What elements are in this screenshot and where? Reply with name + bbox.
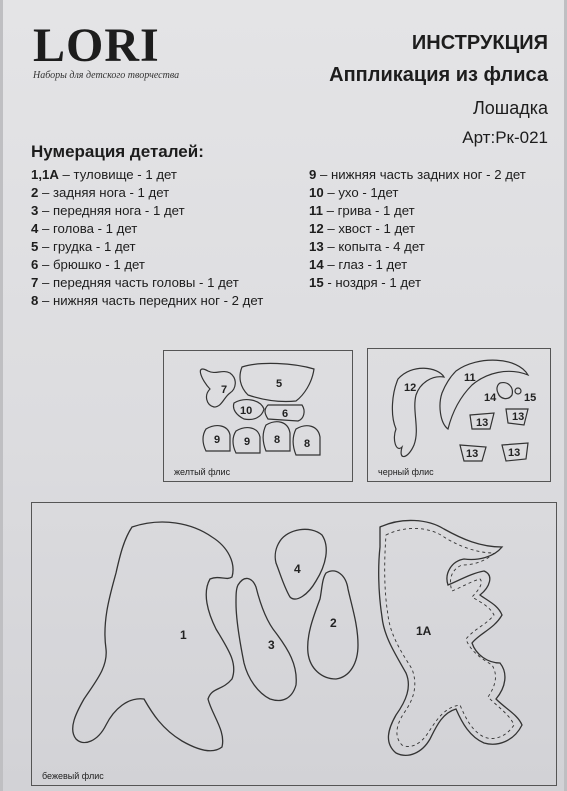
list-item: 10 – ухо - 1дет [309, 185, 399, 200]
part-7-shape [200, 369, 235, 407]
label-1a: 1А [416, 624, 432, 638]
article-number: Арт:Рк-021 [462, 128, 548, 147]
list-item: 5 – грудка - 1 дет [31, 239, 136, 254]
parts-heading: Нумерация деталей: [31, 142, 204, 161]
beige-fleece-caption: бежевый флис [42, 771, 104, 781]
label-9a: 9 [214, 434, 221, 446]
list-item: 3 – передняя нога - 1 дет [31, 203, 185, 218]
list-item: 4 – голова - 1 дет [31, 221, 138, 236]
part-1a-stitch [385, 528, 514, 746]
parts-list-left [31, 166, 263, 310]
yellow-fleece-caption: желтый флис [174, 467, 231, 477]
brand-logo: LORI [33, 19, 160, 72]
label-4: 4 [294, 562, 301, 576]
list-item: 13 – копыта - 4 дет [309, 239, 425, 254]
label-15: 15 [524, 392, 537, 404]
part-14-shape [497, 383, 512, 399]
black-fleece-panel [367, 348, 551, 482]
label-7: 7 [221, 384, 228, 396]
label-5: 5 [276, 378, 283, 390]
label-10: 10 [240, 405, 253, 417]
part-1a-shape [379, 520, 522, 755]
yellow-pattern-drawing [164, 351, 352, 481]
label-13a: 13 [476, 417, 489, 429]
brand-tagline: Наборы для детского творчества [33, 70, 180, 81]
beige-fleece-panel [31, 502, 557, 786]
yellow-fleece-panel [163, 350, 353, 482]
document-title: ИНСТРУКЦИЯ [411, 32, 548, 54]
document-subtitle: Аппликация из флиса [329, 64, 548, 86]
list-item: 9 – нижняя часть задних ног - 2 дет [309, 167, 526, 182]
black-fleece-caption: черный флис [378, 467, 434, 477]
label-14: 14 [484, 392, 497, 404]
part-1-shape [73, 522, 234, 751]
label-13c: 13 [466, 448, 479, 460]
label-2: 2 [330, 616, 337, 630]
beige-pattern-drawing [32, 503, 556, 785]
black-pattern-drawing [368, 349, 550, 481]
label-12: 12 [404, 382, 417, 394]
list-item: 7 – передняя часть головы - 1 дет [31, 275, 239, 290]
label-3: 3 [268, 638, 275, 652]
part-3-shape [236, 578, 296, 700]
label-13b: 13 [512, 411, 525, 423]
label-13d: 13 [508, 447, 521, 459]
product-name: Лошадка [472, 98, 548, 118]
list-item: 15 - ноздря - 1 дет [309, 275, 421, 290]
label-11: 11 [464, 372, 476, 384]
list-item: 12 – хвост - 1 дет [309, 221, 416, 236]
part-4-shape [275, 529, 326, 599]
parts-list-right [309, 166, 526, 292]
label-1: 1 [180, 628, 187, 642]
list-item: 2 – задняя нога - 1 дет [31, 185, 170, 200]
list-item: 8 – нижняя часть передних ног - 2 дет [31, 293, 264, 308]
label-8b: 8 [304, 438, 311, 450]
list-item: 6 – брюшко - 1 дет [31, 257, 145, 272]
label-6: 6 [282, 408, 289, 420]
list-item: 1,1А – туловище - 1 дет [31, 167, 177, 182]
part-15-shape [515, 388, 521, 394]
part-12-shape [392, 368, 444, 456]
list-item: 11 – грива - 1 дет [309, 203, 415, 218]
label-8a: 8 [274, 434, 281, 446]
instruction-sheet [3, 0, 564, 791]
list-item: 14 – глаз - 1 дет [309, 257, 408, 272]
label-9b: 9 [244, 436, 251, 448]
